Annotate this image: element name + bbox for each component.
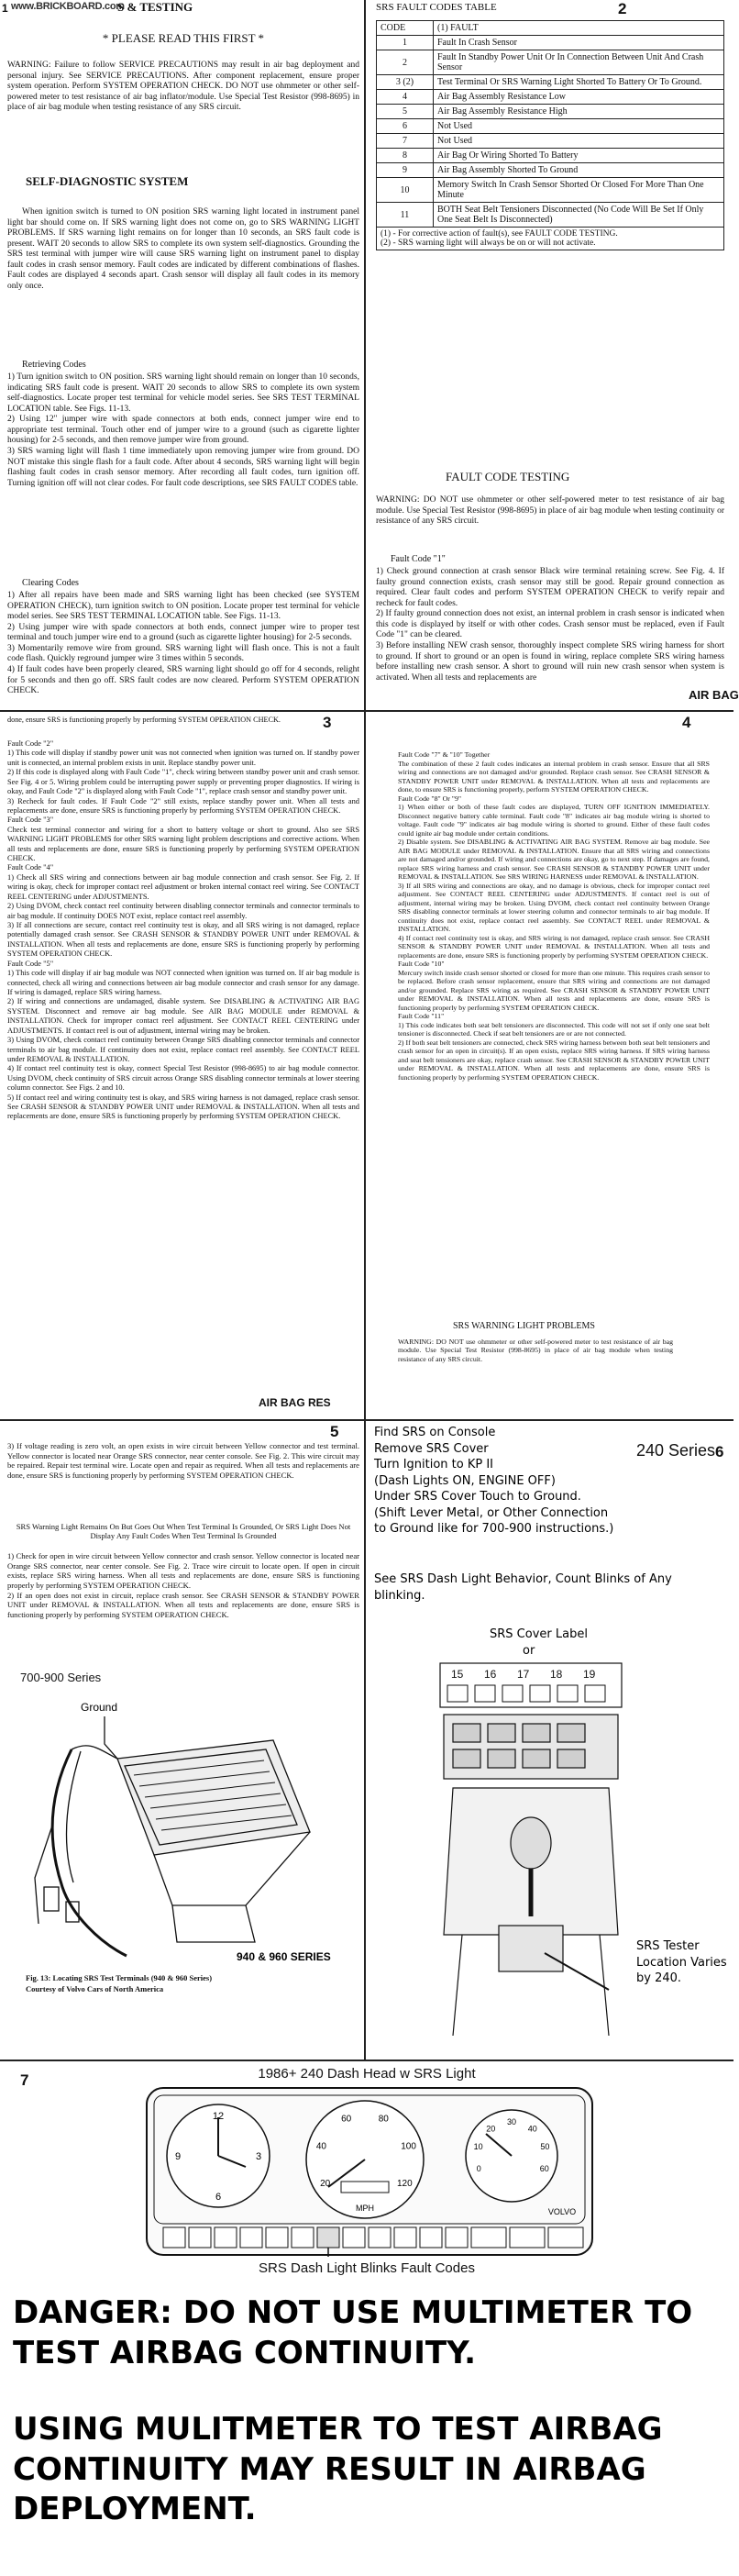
fault-description-cell: Air Bag Or Wiring Shorted To Battery (434, 149, 724, 163)
fuse-number-15: 15 (451, 1668, 464, 1681)
self-diag-body: When ignition switch is turned to ON position SRS warning light located in instrument panel light bar should come on. If SRS warning light does not come on, go to SRS WARNING LIGHT PROBLEMS. If SRS warning light remains on for longer than 10 seconds, an SRS fault code is present. WAIT 20 seconds to allow SRS to complete its own system self-diagnostics. Grounding the SRS test terminal with jumper wire will cause SRS warning light on instrument panel to display fault codes in crash sensor memory. Fault codes are indicated by different combinations of flashes. Fault codes are displayed 4 seconds apart. Crash sensor will display all fault codes in its memory only once. (7, 207, 359, 292)
instruction-line-6: (Shift Lever Metal, or Other Connection (374, 1505, 609, 1520)
fault-description-cell: Not Used (434, 134, 724, 149)
dash-head-title: 1986+ 240 Dash Head w SRS Light (258, 2066, 476, 2082)
table-row (377, 203, 724, 228)
clock-tick-label: 12 (212, 2111, 225, 2122)
panel3-body: Fault Code "2" 1) This code will display if standby power unit was not connected when ignition was turned on. If standby power unit is connected, an internal problem exists in unit. Replace standby power unit. 2) If this code is displayed along with Fault Code "1", check wiring between standby power unit and crash sensor. See Fig. 4 or 5. Wiring problem could be interrupting power supply or preventing proper diagnostics. If wiring is okay, and Fault Code "2" is displayed along with Fault Code "1", replace crash sensor and standby power unit. 3) Recheck for fault codes. If Fault Code "2" still exists, replace standby power unit. When all tests and replacements are done, ensure SRS is functioning properly by performing SYSTEM OPERATION CHECK. Fault Code "3" Check test terminal connector and wiring for a short to battery voltage or short to ground. Also see SRS WARNING LIGHT PROBLEMS for other SRS warning light problem descriptions and corrective actions. When all tests and replacements are done, ensure SRS is functioning properly by performing SYSTEM OPERATION CHECK. Fault Code "4" 1) Check all SRS wiring and connections between air bag module connection and crash sensor. See Fig. 2. If wiring is okay, check for improper contact reel adjustment or broken internal contact reel wiring. See CONTACT REEL CENTERING under ADJUSTMENTS. 2) Using DVOM, check contact reel continuity between disabling connector terminals and connector terminals to air bag module. If continuity DOES NOT exist, replace contact reel assembly. 3) If all connections are secure, contact reel continuity test is okay, and all SRS wiring is not damaged, replace potentially damaged crash sensor. See CRASH SENSOR & STANDBY POWER UNIT under REMOVAL & INSTALLATION. When all tests and replacements are done, ensure SRS is functioning properly by performing SYSTEM OPERATION CHECK. Fault Code "5" 1) This code will display if air bag module was NOT connected when ignition was turned on. If air bag module is connected, check all wiring and connections between air bag module connector and crash sensor for any damage. If wiring is damaged, replace SRS wiring harness. 2) If wiring and connections are undamaged, disable system. See DISABLING & ACTIVATING AIR BAG SYSTEM. Disconnect and remove air bag module. See AIR BAG MODULE under REMOVAL & INSTALLATION. Check for improper contact reel adjustment. See CONTACT REEL CENTERING under ADJUSTMENTS. If contact reel is out of adjustment, internal wiring may be broken. 3) Using DVOM, check contact reel continuity between Orange SRS disabling connector terminals and connector terminals to air bag module. If continuity does not exist, replace contact reel assembly. See CONTACT REEL under REMOVAL & INSTALLATION. 4) If contact reel continuity test is okay, connect Special Test Resistor (998-8695) to air bag module connector. Using DVOM, check continuity of SRS circuit across Orange SRS disabling connector terminals at lower steering column connector. See Figs. 2 and 10. 5) If contact reel and wiring continuity test is okay, and SRS wiring harness is not damaged, replace crash sensor. See CRASH SENSOR & STANDBY POWER UNIT under REMOVAL & INSTALLATION. When all tests and replacements are done, ensure SRS is functioning properly by performing SYSTEM OPERATION CHECK. (7, 739, 359, 1121)
table-row (377, 163, 724, 178)
fault-description-cell: Test Terminal Or SRS Warning Light Shorted To Battery Or To Ground. (434, 75, 724, 90)
fault-table-body (377, 36, 724, 228)
clock-tick-label: 9 (174, 2151, 182, 2162)
panel-1 (2, 0, 359, 706)
gauge-tick-label: 60 (539, 2164, 549, 2173)
tester-note: SRS Tester Location Varies by 240. (636, 1939, 727, 1986)
table-row (377, 149, 724, 163)
see-note: See SRS Dash Light Behavior, Count Blinks of Any blinking. (374, 1572, 672, 1603)
warning-light-problems-heading: SRS WARNING LIGHT PROBLEMS (453, 1321, 595, 1331)
gauge-tick-label: 20 (486, 2124, 496, 2134)
header-suffix: S & TESTING (117, 0, 193, 14)
table-row (377, 36, 724, 50)
fault-table-title: SRS FAULT CODES TABLE (376, 2, 497, 13)
table-row (377, 119, 724, 134)
fault-code-cell: 2 (377, 50, 434, 75)
fault-code-testing-heading: FAULT CODE TESTING (446, 470, 570, 483)
fault-code-cell: 6 (377, 119, 434, 134)
warning-paragraph: WARNING: Failure to follow SERVICE PRECAUTIONS may result in air bag deployment and personal injury. See SERVICE PRECAUTIONS. After component replacement, ensure proper system operation. Perform SYSTEM OPERATION CHECK. DO NOT use ohmmeter or other self-powered meter to test resistance of air bag inflator/module. Use Special Test Resistor (998-8695) in place of air bag module when testing resistance of any SRS circuit. (7, 61, 359, 113)
panel-5 (7, 1423, 359, 2058)
panel-number-4: 4 (682, 714, 691, 731)
instruction-line-2: Remove SRS Cover (374, 1441, 489, 1456)
panel5-body: 3) If voltage reading is zero volt, an open exists in wire circuit between Yellow connector and test terminal. Yellow connector is located near Orange SRS connector, near center console. See Fig. 2. This wire circuit may be repaired. Repair test terminal wire. Locate open and repair as required. When all tests and replacements are done, ensure SRS is functioning properly by performing SYSTEM OPERATION CHECK. (7, 1441, 359, 1480)
fault-code-cell: 3 (2) (377, 75, 434, 90)
fault-1-heading: Fault Code "1" (391, 554, 446, 564)
speed-tick-label: 100 (401, 2141, 416, 2152)
self-diag-heading: SELF-DIAGNOSTIC SYSTEM (26, 174, 189, 188)
fuse-number-17: 17 (517, 1668, 530, 1681)
fault-code-cell: 5 (377, 105, 434, 119)
panel-6 (370, 1423, 732, 2058)
retrieving-body: 1) Turn ignition switch to ON position. SRS warning light should remain on longer than 10 seconds, indicating SRS fault code is present. WAIT 20 seconds to allow SRS to complete its own system self-diagnostics. Locate proper test terminal for vehicle model series. See SRS TEST TERMINAL LOCATION table. See Figs. 11-13. 2) Using 12" jumper wire with spade connectors at both ends, connect jumper wire end to appropriate test terminal. Touch other end of jumper wire to a ground (such as cigarette lighter housing) for 2-5 seconds, and then remove jumper wire from ground. 3) SRS warning light will flash 1 time immediately upon removing jumper wire from ground. DO NOT mistake this single flash for a fault code. After about 4 seconds, SRS warning light will begin flashing fault codes in crash sensor memory. After recording all fault codes, turn ignition off. Turning ignition off will not clear codes. For fault code descriptions, see SRS FAULT CODES table. (7, 372, 359, 488)
ground-label: Ground (81, 1701, 118, 1714)
fault-description-cell: Air Bag Assembly Shorted To Ground (434, 163, 724, 178)
srs-dash-caption: SRS Dash Light Blinks Fault Codes (259, 2260, 475, 2276)
dash-head-cluster (145, 2086, 594, 2257)
instruction-line-3: Turn Ignition to KP II (374, 1458, 494, 1472)
panel4-body: Fault Code "7" & "10" Together The combination of these 2 fault codes indicates an internal problem in crash sensor. Ensure that all SRS wiring and connections are not damaged and/or grounded. Replace crash sensor. See CRASH SENSOR & STANDBY POWER UNIT under REMOVAL & INSTALLATION. When all tests and replacements are done, to ensure SRS is functioning properly, perform SYSTEM OPERATION CHECK. Fault Code "8" Or "9" 1) When either or both of these fault codes are displayed, TURN OFF IGNITION IMMEDIATELY. Disconnect negative battery cable terminal. Fault code "8" indicates air bag module wiring is shorted to voltage. Fault code "9" indicates air bag module wiring is shorted to ground. Either of these fault codes could ignite air bag module under certain conditions. 2) Disable system. See DISABLING & ACTIVATING AIR BAG SYSTEM. Remove air bag module. See AIR BAG MODULE under REMOVAL & INSTALLATION. Ensure that all SRS wiring and connections are not damaged and/or grounded. If wiring and connections are okay, go to next step. If damages are found, replace SRS wiring harness and crash sensor. See CRASH SENSOR & STANDBY POWER UNIT under REMOVAL & INSTALLATION. See SRS WIRING HARNESS under REMOVAL & INSTALLATION. 3) If all SRS wiring and connections are okay, and no damage is obvious, check for improper contact reel adjustment. See CONTACT REEL CENTERING under ADJUSTMENTS. If contact reel is out of adjustment, internal wiring may be broken. Using DVOM, check contact reel continuity between Orange SRS disabling connector terminals at lower steering column and connector terminals to air bag module. If continuity does not exist, replace contact reel assembly. See CONTACT REEL under REMOVAL & INSTALLATION. 4) If contact reel continuity test is okay, and SRS wiring is not damaged, replace crash sensor. See CRASH SENSOR & STANDBY POWER UNIT under REMOVAL & INSTALLATION. When all tests and replacements are done, ensure SRS is functioning properly by performing SYSTEM OPERATION CHECK. Fault Code "10" Mercury switch inside crash sensor shorted or closed for more than one minute. This requires crash sensor to be replaced. Before crash sensor replacement, ensure that SRS wiring and connections are not damaged and/or grounded. Replace SRS wiring as required. See CRASH SENSOR & STANDBY POWER UNIT under REMOVAL & INSTALLATION. When all tests and replacements are done, ensure SRS is functioning properly by performing SYSTEM OPERATION CHECK. Fault Code "11" 1) This code indicates both seat belt tensioners are disconnected. This code will not set if only one seat belt tensioner is disconnected. Check if seat belt tensioners are or are not connected. 2) If both seat belt tensioners are connected, check SRS wiring harness between both seat belt tensioners and crash sensor for an open in circuit(s). If an open exists, replace SRS wiring harness. If SRS wiring harness and seat belt tensioners are okay, replace crash sensor. See CRASH SENSOR & STANDBY POWER UNIT under REMOVAL & INSTALLATION. When all tests and replacements are done, ensure SRS is functioning properly by performing SYSTEM OPERATION CHECK. (398, 750, 710, 1082)
panel-number-5: 5 (330, 1423, 339, 1440)
fig13-courtesy: Courtesy of Volvo Cars of North America (26, 1984, 164, 1993)
speed-tick-label: 80 (378, 2114, 389, 2125)
gauge-tick-label: 30 (506, 2117, 517, 2126)
instructions-240 (374, 1425, 649, 1538)
instruction-line-5: Under SRS Cover Touch to Ground. (374, 1490, 581, 1505)
gauge-tick-label: 50 (540, 2142, 550, 2152)
instruction-line-7: to Ground like for 700-900 instructions.) (374, 1522, 614, 1537)
panel-number-2: 2 (618, 0, 627, 17)
srs-warning-lamp (317, 2227, 339, 2248)
retrieving-heading: Retrieving Codes (22, 360, 86, 370)
fault-description-cell: Fault In Standby Power Unit Or In Connection Between Unit And Crash Sensor (434, 50, 724, 75)
fig13-caption: Fig. 13: Locating SRS Test Terminals (940 & 960 Series) (26, 1973, 213, 1982)
fuse-number-19: 19 (583, 1668, 596, 1681)
fault-description-cell: Air Bag Assembly Resistance Low (434, 90, 724, 105)
continued-tag-airbag: AIR BAG (689, 688, 739, 702)
speed-tick-label: 60 (341, 2114, 352, 2125)
panel-4 (370, 714, 728, 1416)
table-footnotes: (1) - For corrective action of fault(s), see FAULT CODE TESTING. (2) - SRS warning light will always be on or will not activate. (377, 228, 724, 250)
fuse-number-16: 16 (484, 1668, 497, 1681)
fault-description-cell: Air Bag Assembly Resistance High (434, 105, 724, 119)
panel5-body2: 1) Check for open in wire circuit between Yellow connector and crash sensor. Yellow connector is located near Orange SRS connector, near center console. See Fig. 2. Trace wire circuit to locate open. If open in circuit exists, replace SRS wiring harness. When all tests and replacements are done, ensure SRS is functioning properly by performing SYSTEM OPERATION CHECK. 2) If an open does not exist in circuit, replace crash sensor. See CRASH SENSOR & STANDBY POWER UNIT under REMOVAL & INSTALLATION. When all tests and replacements are done, ensure SRS is functioning properly by performing SYSTEM OPERATION CHECK. (7, 1551, 359, 1619)
speed-tick-label: 40 (315, 2141, 326, 2152)
fault-code-cell: 11 (377, 203, 434, 228)
fault-code-cell: 9 (377, 163, 434, 178)
panel-2 (372, 0, 739, 706)
grid-divider-vertical-p56 (364, 1419, 366, 2060)
panel-number-6: 6 (715, 1443, 724, 1460)
clock-tick-label: 3 (255, 2151, 262, 2162)
fault-code-cell: 1 (377, 36, 434, 50)
grid-divider-h3 (0, 2060, 733, 2061)
table-row (377, 134, 724, 149)
fig13-illustration (17, 1694, 356, 1970)
mph-label: MPH (356, 2204, 374, 2213)
fuse-number-18: 18 (550, 1668, 563, 1681)
gauge-tick-label: 0 (476, 2164, 481, 2173)
fault-description-cell: Memory Switch In Crash Sensor Shorted Or Closed For More Than One Minute (434, 178, 724, 203)
grid-divider-vertical-top (364, 0, 366, 1560)
panel5-subhead: SRS Warning Light Remains On But Goes Out When Test Terminal Is Grounded, Or SRS Light Does Not Display Any Fault Codes When Test Terminal Is Grounded (16, 1522, 351, 1541)
col-code-header: CODE (377, 21, 434, 36)
clearing-body: 1) After all repairs have been made and SRS warning light has been checked (see SYSTEM OPERATION CHECK), turn ignition switch to ON position. Locate proper test terminal for vehicle model series. See SRS TEST TERMINAL LOCATION table. See Figs. 11-13. 2) Using jumper wire with spade connectors at both ends, connect jumper wire to proper test terminal and touch jumper wire end to a ground (such as cigarette lighter housing) for 2-5 seconds. 3) Momentarily remove wire from ground. SRS warning light will flash once. This is not a fault code flash. Quickly reground jumper wire 3 times within 5 seconds. 4) If fault codes have been properly cleared, SRS warning light should go off for 4 seconds, relight for 5 seconds and then go off. SRS fault codes are now cleared. Perform SYSTEM OPERATION CHECK. (7, 591, 359, 696)
grid-divider-h2 (0, 1419, 733, 1421)
speed-tick-label: 20 (320, 2179, 331, 2189)
instruction-line-4: (Dash Lights ON, ENGINE OFF) (374, 1473, 556, 1488)
clearing-heading: Clearing Codes (22, 578, 79, 588)
grid-divider-h1 (0, 710, 733, 712)
danger-line-1: DANGER: DO NOT USE MULTIMETER TO TEST AIRBAG CONTINUITY. (13, 2294, 693, 2371)
fault-code-table (376, 20, 724, 250)
panel-number-1: 1 (2, 2, 8, 15)
fault-testing-warning: WARNING: DO NOT use ohmmeter or other self-powered meter to test resistance of air bag module. Use Special Test Resistor (998-8695) in place of air bag module when testing continuity or resistance of any SRS circuit. (376, 495, 724, 527)
table-row (377, 105, 724, 119)
gauge-tick-label: 10 (473, 2142, 483, 2152)
brand-label: VOLVO (547, 2207, 577, 2216)
instruction-line-1: Find SRS on Console (374, 1426, 496, 1439)
please-read-heading: * PLEASE READ THIS FIRST * (102, 31, 265, 45)
table-row (377, 90, 724, 105)
col-fault-header: (1) FAULT (434, 21, 724, 36)
panel-7 (7, 2064, 726, 2281)
danger-line-2: USING MULITMETER TO TEST AIRBAG CONTINUITY MAY RESULT IN AIRBAG DEPLOYMENT. (13, 2411, 663, 2528)
fault-code-cell: 8 (377, 149, 434, 163)
fault-description-cell: BOTH Seat Belt Tensioners Disconnected (No Code Will Be Set If Only One Seat Belt Is Disconnected) (434, 203, 724, 228)
panel-number-3: 3 (323, 714, 332, 731)
fault-description-cell: Not Used (434, 119, 724, 134)
table-row (377, 50, 724, 75)
warning-light-problems-body: WARNING: DO NOT use ohmmeter or other self-powered meter to test resistance of air bag module. Use Special Test Resistor (998-8695) in place of air bag module when testing resistance of any SRS circuit. (398, 1338, 673, 1363)
or-label: or (523, 1644, 535, 1658)
series-240-label: 240 Series (636, 1441, 716, 1460)
panel-3 (7, 714, 359, 1416)
fault-code-cell: 7 (377, 134, 434, 149)
fault-code-cell: 10 (377, 178, 434, 203)
srs-cover-label: SRS Cover Label (490, 1627, 588, 1641)
console-sketch (435, 1660, 627, 2045)
speed-tick-label: 120 (396, 2179, 413, 2189)
panel-number-7: 7 (20, 2071, 29, 2089)
clock-tick-label: 6 (215, 2192, 222, 2203)
fault-description-cell: Fault In Crash Sensor (434, 36, 724, 50)
fault-1-body: 1) Check ground connection at crash sensor Black wire terminal retaining screw. See Fig. 4. If faulty ground connection exists, crash sensor may still be good. Repair ground connection as required. Clear fault codes and perform SYSTEM OPERATION CHECK to verify repair and recheck for fault codes. 2) If faulty ground connection does not exist, an internal problem in crash sensor is indicated when this code is displayed by itself or with other codes. Crash sensor must be replaced, even if Fault Code "1" can be cleared. 3) Before installing NEW crash sensor, thoroughly inspect complete SRS wiring harness for short to ground. If short to ground or an open is found in wiring, replace complete SRS wiring harness before installing new crash sensor. A short to ground will ruin new crash sensor when system is activated. When all tests and replacements are (376, 567, 724, 683)
fault-code-cell: 4 (377, 90, 434, 105)
danger-banner (13, 2293, 724, 2569)
continued-tag-airbag-res: AIR BAG RES (259, 1396, 331, 1409)
table-row (377, 75, 724, 90)
series-700-900-label: 700-900 Series (20, 1671, 102, 1684)
panel3-top-line: done, ensure SRS is functioning properly by performing SYSTEM OPERATION CHECK. (7, 716, 281, 724)
fig-series-label: 940 & 960 SERIES (237, 1950, 331, 1963)
watermark: www.BRICKBOARD.com (11, 1, 125, 12)
table-row (377, 178, 724, 203)
gauge-tick-label: 40 (527, 2124, 537, 2134)
